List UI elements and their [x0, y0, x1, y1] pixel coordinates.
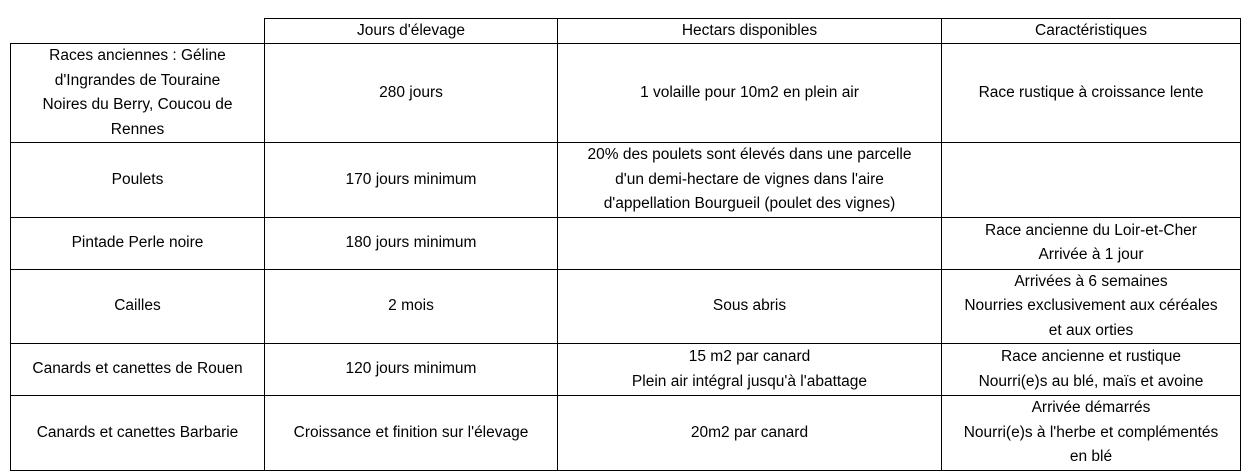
- jours-cell: [265, 217, 558, 269]
- hectars-cell: [558, 344, 942, 396]
- hectars-cell: [558, 143, 942, 218]
- cell-line: 20% des poulets sont élevés dans une parcelle: [587, 146, 912, 163]
- cell-line: 120 jours minimum: [345, 360, 477, 378]
- hectars-cell: [558, 217, 942, 269]
- header-caracteristiques: Caractéristiques: [942, 19, 1241, 44]
- cell-line: 180 jours minimum: [345, 233, 477, 251]
- cell-line: Sous abris: [712, 297, 787, 314]
- cell-line: Arrivée démarrés: [1031, 399, 1151, 416]
- cell-line: 15 m2 par canard: [688, 348, 811, 365]
- header-corner-cell: [11, 19, 265, 44]
- cell-line: 1 volaille pour 10m2 en plein air: [640, 83, 859, 101]
- cell-line: Arrivée à 1 jour: [1038, 246, 1144, 263]
- race-cell: [11, 344, 265, 396]
- table-row: [11, 143, 1241, 218]
- jours-cell: [265, 396, 558, 471]
- cell-line: Croissance et finition sur l'élevage: [293, 423, 529, 441]
- caracteristiques-cell: [942, 344, 1241, 396]
- cell-line: Rennes: [110, 120, 165, 138]
- cell-line: Race rustique à croissance lente: [978, 83, 1204, 101]
- cell-line: et aux orties: [1048, 321, 1134, 339]
- cell-line: Plein air intégral jusqu'à l'abattage: [631, 372, 868, 390]
- jours-cell: [265, 143, 558, 218]
- caracteristiques-cell: [942, 269, 1241, 344]
- caracteristiques-cell: [942, 44, 1241, 143]
- table-row: [11, 217, 1241, 269]
- hectars-cell: [558, 44, 942, 143]
- race-cell: [11, 396, 265, 471]
- cell-line: d'un demi-hectare de vignes dans l'aire: [615, 170, 884, 188]
- race-cell: [11, 269, 265, 344]
- table-row: [11, 396, 1241, 471]
- cell-line: Nourries exclusivement aux céréales: [964, 297, 1218, 314]
- cell-line: Nourri(e)s à l'herbe et complémentés: [963, 423, 1219, 441]
- race-cell: [11, 217, 265, 269]
- cell-line: 170 jours minimum: [345, 170, 477, 188]
- hectars-cell: [558, 269, 942, 344]
- cell-line: Arrivées à 6 semaines: [1014, 272, 1168, 290]
- header-hectars: Hectars disponibles: [558, 19, 942, 44]
- hectars-cell: [558, 396, 942, 471]
- cell-line: Cailles: [114, 297, 161, 314]
- header-jours: Jours d'élevage: [265, 19, 558, 44]
- jours-cell: [265, 344, 558, 396]
- cell-line: 2 mois: [388, 297, 434, 314]
- cell-line: Race ancienne et rustique: [1000, 348, 1182, 365]
- caracteristiques-cell: [942, 217, 1241, 269]
- cell-line: 20m2 par canard: [690, 423, 809, 441]
- table-row: [11, 344, 1241, 396]
- poultry-table: [10, 18, 1241, 471]
- header-row: [11, 19, 1241, 44]
- cell-line: 280 jours: [379, 83, 443, 101]
- caracteristiques-cell: [942, 143, 1241, 218]
- table-row: [11, 44, 1241, 143]
- cell-line: Pintade Perle noire: [71, 233, 204, 251]
- cell-line: d'appellation Bourgueil (poulet des vignes): [603, 195, 896, 212]
- cell-line: Canards et canettes de Rouen: [32, 360, 243, 378]
- cell-line: Poulets: [111, 170, 164, 188]
- cell-line: Canards et canettes Barbarie: [36, 423, 239, 441]
- cell-line: en blé: [1069, 448, 1113, 465]
- race-cell: [11, 143, 265, 218]
- cell-line: Race ancienne du Loir-et-Cher: [985, 221, 1197, 239]
- cell-line: Nourri(e)s au blé, maïs et avoine: [978, 372, 1204, 390]
- race-cell: [11, 44, 265, 143]
- caracteristiques-cell: [942, 396, 1241, 471]
- jours-cell: [265, 269, 558, 344]
- table-row: [11, 269, 1241, 344]
- cell-line: Noires du Berry, Coucou de: [42, 96, 233, 113]
- jours-cell: [265, 44, 558, 143]
- cell-line: d'Ingrandes de Touraine: [54, 71, 221, 89]
- cell-line: Races anciennes : Géline: [49, 47, 226, 64]
